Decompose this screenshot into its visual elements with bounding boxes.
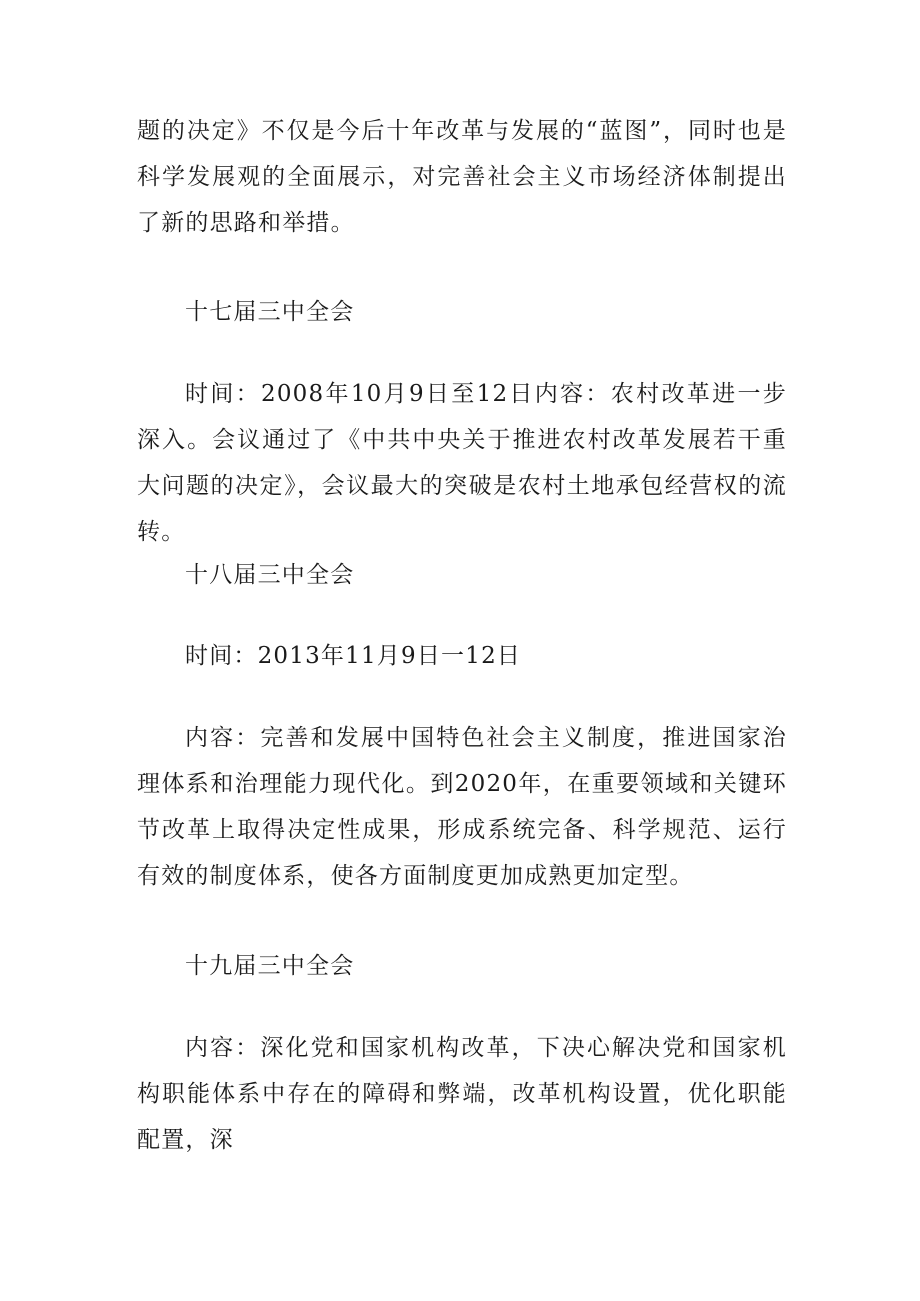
paragraph-17th-plenum-details: 时间：2008年10月9日至12日内容：农村改革进一步深入。会议通过了《中共中央关于推进农村改革发展若干重大问题的决定》，会议最大的突破是农村土地承包经营权的流转。 [137,381,787,545]
paragraph-18th-plenum-time: 时间：2013年11月9日一12日 [185,643,522,669]
heading-19th-third-plenum: 十九届三中全会 [185,953,355,979]
heading-17th-third-plenum: 十七届三中全会 [185,299,355,325]
paragraph-19th-plenum-content: 内容：深化党和国家机构改革，下决心解决党和国家机构职能体系中存在的障碍和弊端，改革机构设置，优化职能配置，深 [137,1035,787,1153]
paragraph-decision-summary: 题的决定》不仅是今后十年改革与发展的“蓝图”，同时也是科学发展观的全面展示，对完善社会主义市场经济体制提出了新的思路和举措。 [137,118,787,236]
paragraph-18th-plenum-content: 内容：完善和发展中国特色社会主义制度，推进国家治理体系和治理能力现代化。到2020年，在重要领域和关键环节改革上取得决定性成果，形成系统完备、科学规范、运行有效的制度体系，使各方面制度更加成熟更加定型。 [137,725,787,889]
heading-18th-third-plenum: 十八届三中全会 [185,562,355,588]
